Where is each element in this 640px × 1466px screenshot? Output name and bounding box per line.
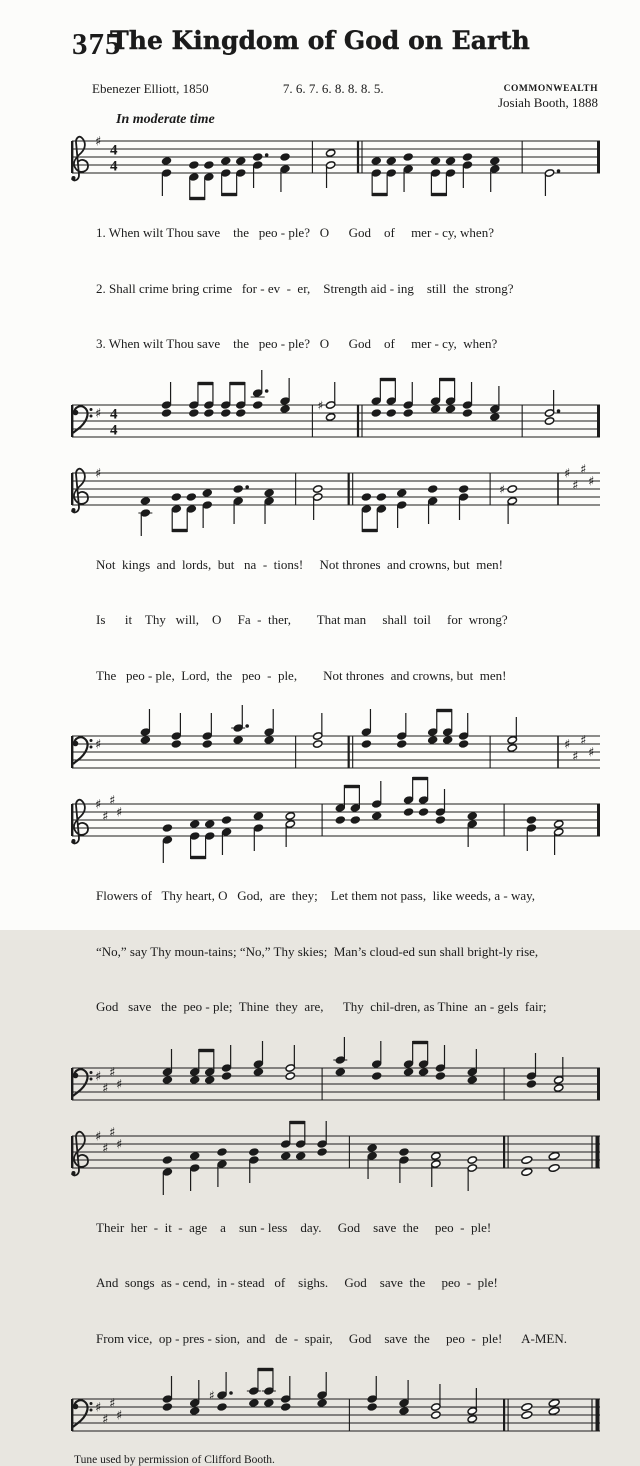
bass-staff-wrap	[66, 392, 608, 450]
bass-staff-wrap	[66, 723, 608, 781]
svg-text:♯: ♯	[102, 1081, 109, 1096]
svg-text:♯: ♯	[95, 466, 102, 481]
svg-text:♯: ♯	[116, 1077, 123, 1092]
treble-staff-wrap	[66, 128, 608, 186]
svg-text:♯: ♯	[580, 462, 587, 477]
verse-line: 2. Shall crime bring crime for - ev - er, Strength aid - ing still the strong?	[96, 280, 514, 296]
svg-text:♯: ♯	[588, 745, 595, 761]
verse-line: 3. When wilt Thou save the peo - ple? O God of mer - cy, when?	[96, 336, 498, 351]
music-system-3	[0, 791, 640, 1113]
svg-text:♯: ♯	[499, 482, 506, 496]
svg-text:♯: ♯	[572, 749, 579, 765]
treble-staff-wrap	[66, 791, 608, 849]
page-header	[0, 0, 640, 80]
tune-block	[498, 82, 598, 110]
svg-text:♯: ♯	[95, 1129, 102, 1144]
svg-text:♯: ♯	[102, 809, 109, 825]
verse-line: “No,” say Thy moun-tains; “No,” Thy skies; Man’s cloud-ed sun shall bright-ly rise,	[96, 943, 539, 959]
svg-text:4: 4	[110, 158, 118, 175]
bass-staff	[66, 723, 606, 781]
bass-staff	[66, 1386, 606, 1444]
svg-text:♯: ♯	[572, 478, 579, 493]
attribution-row	[92, 82, 598, 110]
svg-text:4: 4	[110, 406, 118, 422]
bass-staff-wrap	[66, 1386, 608, 1444]
svg-text:♯: ♯	[588, 474, 595, 489]
verse-line: Is it Thy will, O Fa - ther, That man shall toil for wrong?	[96, 612, 508, 627]
verse-line: From vice, op - pres - sion, and de - spair, God save the peo - ple! A-MEN.	[96, 1330, 567, 1346]
music-system-2	[0, 460, 640, 782]
svg-text:♯: ♯	[564, 466, 571, 481]
svg-text:♯: ♯	[116, 1408, 123, 1424]
footnote: Tune used by permission of Clifford Booth.	[74, 1454, 275, 1466]
svg-text:♯: ♯	[95, 737, 102, 753]
treble-staff-wrap	[66, 1123, 608, 1181]
treble-staff	[66, 1123, 606, 1181]
bass-staff	[66, 392, 606, 450]
svg-text:♯: ♯	[580, 733, 587, 749]
svg-text:♯: ♯	[95, 1400, 102, 1416]
hymn-number: 375	[72, 26, 122, 61]
tune-name: COMMONWEALTH	[503, 84, 598, 94]
verse-line: 1. When wilt Thou save the peo - ple? O God of mer - cy, when?	[96, 225, 494, 240]
verse-block-4	[96, 1182, 640, 1386]
bass-staff-wrap	[66, 1055, 608, 1113]
svg-text:♯: ♯	[116, 1137, 123, 1152]
verse-block-3	[96, 850, 640, 1054]
svg-text:♯: ♯	[109, 1125, 116, 1140]
composer-credit: Josiah Booth, 1888	[497, 95, 598, 110]
svg-text:♯: ♯	[109, 1065, 116, 1080]
svg-text:♯: ♯	[102, 1141, 109, 1156]
verse-line: And songs as - cend, in - stead of sighs. God save the peo - ple!	[96, 1275, 498, 1290]
music-system-4	[0, 1123, 640, 1445]
treble-staff	[66, 791, 606, 849]
treble-staff-wrap	[66, 460, 608, 518]
tempo-marking: In moderate time	[116, 112, 215, 127]
hymn-title: The Kingdom of God on Earth	[110, 26, 530, 55]
treble-staff	[66, 128, 606, 186]
music-system-1	[0, 128, 640, 450]
meter-pattern: 7. 6. 7. 6. 8. 8. 8. 5.	[282, 81, 384, 96]
verse-line: Flowers of Thy heart, O God, are they; Let them not pass, like weeds, a - way,	[96, 888, 536, 903]
author-credit: Ebenezer Elliott, 1850	[92, 81, 209, 96]
verse-line: Not kings and lords, but na - tions! Not thrones and crowns, but men!	[96, 556, 503, 572]
svg-text:♯: ♯	[95, 1069, 102, 1084]
verse-block-1	[96, 187, 640, 391]
svg-text:♯: ♯	[109, 793, 116, 809]
svg-text:♯: ♯	[95, 797, 102, 813]
svg-text:♯: ♯	[564, 737, 571, 753]
treble-staff	[66, 460, 606, 518]
svg-text:♯: ♯	[102, 1412, 109, 1428]
svg-text:4: 4	[110, 142, 118, 159]
svg-text:♯: ♯	[95, 406, 102, 421]
svg-text:♯: ♯	[209, 1388, 215, 1403]
svg-text:4: 4	[110, 422, 118, 438]
verse-block-2	[96, 519, 640, 723]
svg-text:♯: ♯	[116, 805, 123, 821]
verse-line: Their her - it - age a sun - less day. God save the peo - ple!	[96, 1219, 492, 1235]
svg-text:♯: ♯	[95, 134, 102, 150]
svg-text:♯: ♯	[317, 398, 324, 412]
verse-line: The peo - ple, Lord, the peo - ple, Not thrones and crowns, but men!	[96, 667, 507, 683]
verse-line: God save the peo - ple; Thine they are, Thy chil-dren, as Thine an - gels fair;	[96, 999, 547, 1014]
svg-text:♯: ♯	[109, 1396, 116, 1412]
bass-staff	[66, 1055, 606, 1113]
